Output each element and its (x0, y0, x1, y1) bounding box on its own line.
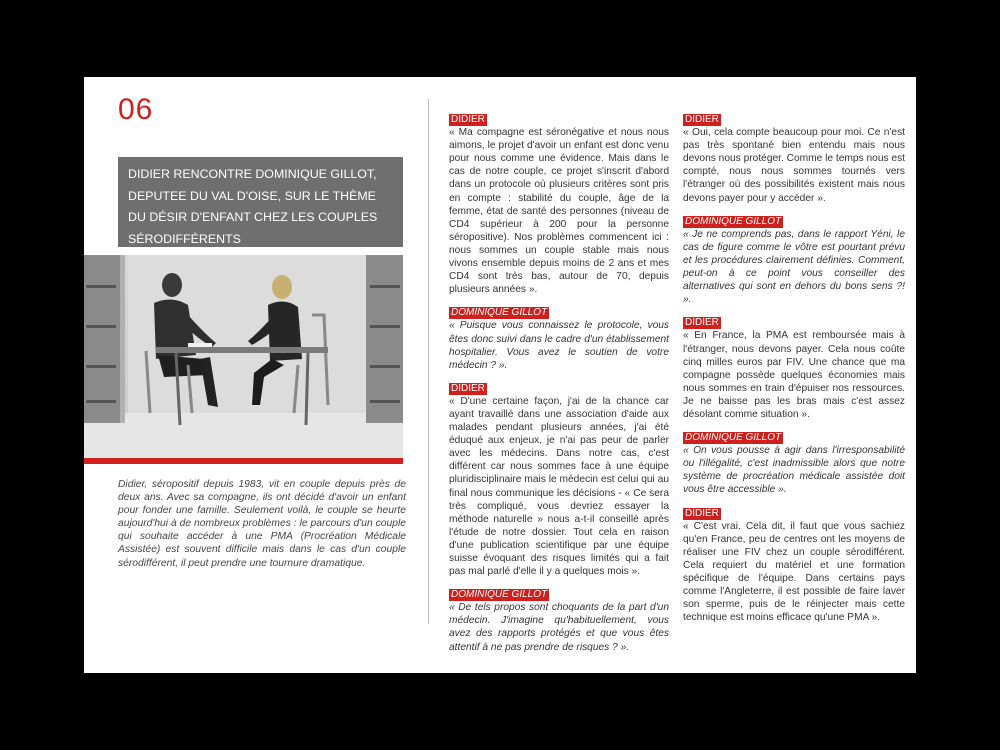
interview-block (683, 316, 905, 421)
speaker-label: DIDIER (685, 114, 719, 125)
speaker-label: DIDIER (451, 114, 485, 125)
speaker-label: DOMINIQUE GILLOT (451, 589, 548, 601)
article-intro: Didier, séropositif depuis 1983, vit en couple depuis près de deux ans. Avec sa compagne, ils ont décidé d'avoir un enfant pour fonder une famille. Seulement voilà, le couple se heurte aujourd'hui à de nombreux problèmes : le parcours d'un couple qui souhaite accéder à une PMA (Procréation Médicale Assistée) est souvent difficile mais dans le cas d'un couple sérodifférent, il peut prendre une tournure dramatique. (118, 479, 406, 569)
interview-block (449, 382, 669, 578)
speaker-label: DIDIER (451, 382, 485, 394)
speaker-label: DOMINIQUE GILLOT (685, 432, 782, 444)
speaker-label: DIDIER (685, 507, 719, 519)
interview-block (449, 588, 669, 653)
photo-red-bar (84, 458, 403, 464)
interview-column-2 (683, 113, 905, 634)
magazine-spread (84, 77, 916, 673)
interview-photo (84, 255, 403, 458)
page-number: 06 (118, 93, 154, 126)
interview-block (449, 113, 669, 296)
page-fold-divider (428, 99, 429, 624)
speaker-text: « Ma compagne est séronégative et nous nous aimons, le projet d'avoir un enfant est donc venu pour nous comme une évidence. Mais dans le cas de notre couple, ce projet s'inscrit d'abord dans un protocole où plusieurs critères sont pris en compte : stabilité du couple, âge de la femme, état de santé des personnes (niveau de CD4 supérieur à 200 pour la personne séropositive). Nos problèmes commencent ici : nous sommes un couple stable mais nous vivons ensemble depuis moins de 2 ans et mes CD4 sont très bas, autour de 70, depuis plusieurs années ». (449, 127, 669, 296)
speaker-text: « En France, la PMA est remboursée mais à l'étranger, nous devons payer. Cela nous coûte cinq milles euros par FIV. Une chance que ma compagne possède quelques économies mais nous sommes en train d'épuiser nos ressources. Je ne baisse pas les bras mais c'est assez désolant comme situation ». (683, 330, 905, 420)
speaker-text: « Oui, cela compte beaucoup pour moi. Ce n'est pas très spontané bien entendu mais nous devons nous protéger. Comme le temps nous est compté, nous nous sommes tournés vers l'étranger où des possibilités existent mais nous devons payer pour y accéder ». (683, 127, 905, 204)
interview-block (683, 215, 905, 307)
speaker-text: « Puisque vous connaissez le protocole, vous êtes donc suivi dans le cadre d'un établissement hospitalier. Vous avez le soutien de votre médecin ? ». (449, 320, 669, 371)
article-title: DIDIER RENCONTRE DOMINIQUE GILLOT, DEPUTEE DU VAL D'OISE, SUR LE THÈME DU DÉSIR D'ENFANT CHEZ LES COUPLES SÉRODIFFÉRENTS (118, 157, 403, 247)
speaker-text: « Je ne comprends pas, dans le rapport Yéni, le cas de figure comme le vôtre est pourtant prévu et les procédures clairement définies. Comment, peut-on à ce point vous conseiller des alternatives qui sont en dehors du bons sens ?! ». (683, 228, 905, 306)
interview-block (683, 431, 905, 496)
interview-column-1 (449, 113, 669, 664)
speaker-text: « C'est vrai. Cela dit, il faut que vous sachiez qu'en France, peu de centres ont les moyens de réaliser une FIV chez un couple sérodifférent. Cela requiert du matériel et une formation spécifique de l'équipe. Dans certains pays comme l'Angleterre, il est possible de faire laver son sperme, puis de le réinjecter mais cette technique est moins efficace qu'une PMA ». (683, 520, 905, 624)
speaker-label: DOMINIQUE GILLOT (451, 307, 548, 319)
speaker-text: « D'une certaine façon, j'ai de la chance car ayant travaillé dans une association d'aide aux malades pendant plusieurs années, j'ai été éduqué aux enjeux, je n'ai pas peur de parler avec les médecins. Dans notre cas, c'est différent car nous sommes face à une équipe pluridisciplinaire mais le médecin est celui qui au final nous communique les décisions - « Ce sera très compliqué, vous devriez essayer la méthode naturelle » nous a-t-il conseillé après l'étude de notre dossier. Tout cela en raison d'une publication scientifique par une équipe suisse évoquant des risques limités qui a fait pas mal parlé d'elle il y a quelques mois ». (449, 395, 669, 578)
interview-block (683, 507, 905, 625)
speaker-text: « De tels propos sont choquants de la part d'un médecin. J'imagine qu'habituellement, vous avez des rapports protégés et que vous êtes attentif à ne pas prendre de risques ? ». (449, 602, 669, 653)
speaker-label: DOMINIQUE GILLOT (685, 215, 782, 227)
interview-block (683, 113, 905, 205)
speaker-text: « On vous pousse à agir dans l'irresponsabilité ou l'illégalité, c'est inadmissible alors que notre système de procréation médicale assistée doit vous être accessible ». (683, 445, 905, 496)
interview-block (449, 306, 669, 371)
speaker-label: DIDIER (685, 317, 719, 329)
photo-figures (84, 255, 403, 458)
